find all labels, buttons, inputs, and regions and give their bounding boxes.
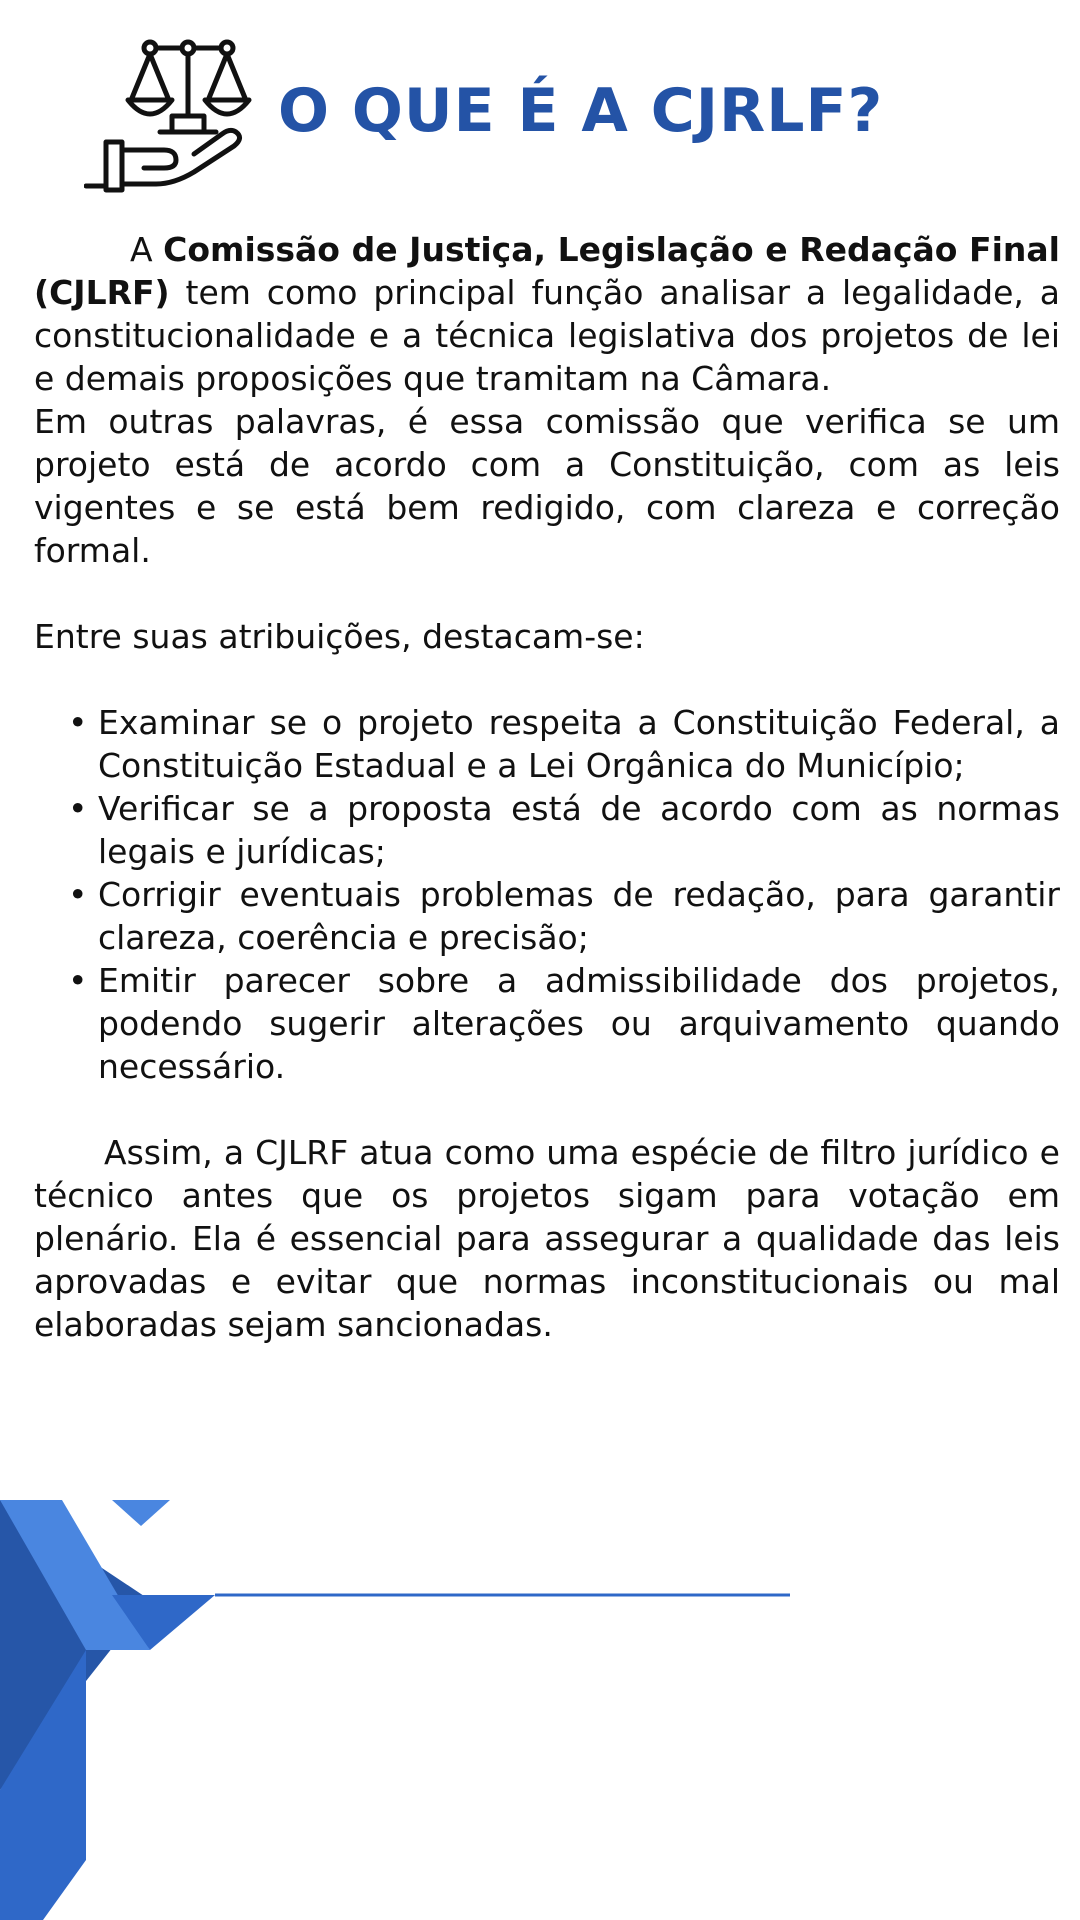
list-item xyxy=(68,701,1060,787)
commission-name: Comissão de Justiça, Legislação e Redação Final (CJLRF) xyxy=(34,230,1060,312)
bullet-icon: • xyxy=(68,789,88,828)
list-item-text: Emitir parecer sobre a admissibilidade dos projetos, podendo sugerir alterações ou arquivamento quando necessário. xyxy=(98,961,1060,1086)
header xyxy=(84,38,1044,198)
main-content xyxy=(34,228,1060,1346)
list-item xyxy=(68,959,1060,1088)
intro-paragraph xyxy=(34,228,1060,400)
scale-of-justice-hand-icon xyxy=(84,38,254,194)
intro-rest: tem como principal função analisar a legalidade, a constitucionalidade e a técnica legislativa dos projetos de lei e demais proposições que tramitam na Câmara. xyxy=(34,273,1060,398)
list-item-text: Corrigir eventuais problemas de redação, para garantir clareza, coerência e precisão; xyxy=(98,875,1060,957)
list-item-text: Examinar se o projeto respeita a Constituição Federal, a Constituição Estadual e a Lei Orgânica do Município; xyxy=(98,703,1060,785)
list-item xyxy=(68,873,1060,959)
bullet-icon: • xyxy=(68,875,88,914)
decorative-corner-shapes xyxy=(0,1500,1080,1920)
conclusion-paragraph: Assim, a CJLRF atua como uma espécie de filtro jurídico e técnico antes que os projetos sigam para votação em plenário. Ela é essencial para assegurar a qualidade das leis aprovadas e evitar que normas inconstitucionais ou mal elaboradas sejam sancionadas. xyxy=(34,1133,1060,1344)
intro-lead: A xyxy=(130,230,164,269)
deco-small-triangle xyxy=(112,1500,170,1526)
list-item xyxy=(68,787,1060,873)
explanation-paragraph: Em outras palavras, é essa comissão que verifica se um projeto está de acordo com a Constituição, com as leis vigentes e se está bem redigido, com clareza e correção formal. xyxy=(34,402,1060,570)
list-item-text: Verificar se a proposta está de acordo com as normas legais e jurídicas; xyxy=(98,789,1060,871)
attributions-list xyxy=(34,701,1060,1088)
bullet-icon: • xyxy=(68,703,88,742)
page-title: O QUE É A CJRLF? xyxy=(278,76,884,146)
attributions-heading: Entre suas atribuições, destacam-se: xyxy=(34,617,645,656)
bullet-icon: • xyxy=(68,961,88,1000)
